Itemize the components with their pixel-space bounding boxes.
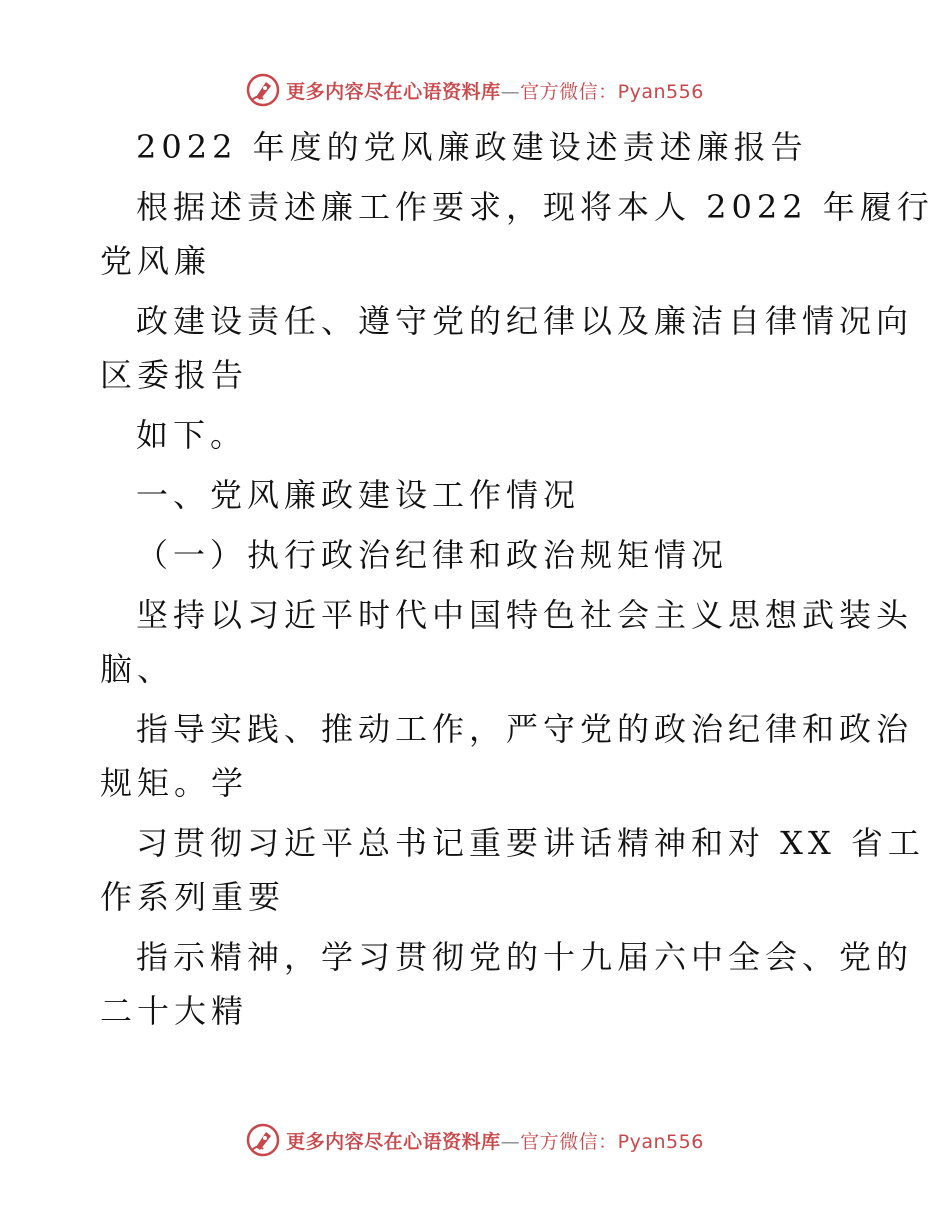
paragraph-line: 作系列重要 <box>100 878 286 916</box>
document-title: 2022 年度的党风廉政建设述责述廉报告 <box>136 128 808 166</box>
banner-separator: — <box>500 80 521 103</box>
footer-banner-content <box>246 1123 704 1157</box>
paragraph-line: 党风廉 <box>100 242 212 280</box>
paragraph-line: 脑、 <box>100 650 175 688</box>
paragraph-line: 指导实践、推动工作，严守党的政治纪律和政治 <box>136 710 914 748</box>
paragraph-line: 二十大精 <box>100 992 249 1030</box>
pen-nib-logo-icon <box>246 1123 280 1157</box>
paragraph-line: 习贯彻习近平总书记重要讲话精神和对 XX 省工 <box>136 824 925 862</box>
paragraph-line: 根据述责述廉工作要求，现将本人 2022 年履行 <box>136 188 934 226</box>
pen-nib-logo-icon <box>246 73 280 107</box>
section-heading: 一、党风廉政建设工作情况 <box>136 476 581 514</box>
paragraph-line: 指示精神，学习贯彻党的十九届六中全会、党的 <box>136 938 914 976</box>
paragraph-line: 规矩。学 <box>100 764 249 802</box>
banner-wechat: 官方微信：Pyan556 <box>520 1130 704 1153</box>
header-banner-text <box>286 77 704 104</box>
paragraph-line: 区委报告 <box>100 356 249 394</box>
banner-site-name: 更多内容尽在心语资料库 <box>286 1130 501 1153</box>
paragraph-line: 如下。 <box>136 416 248 454</box>
banner-wechat: 官方微信：Pyan556 <box>520 80 704 103</box>
header-banner-content <box>246 73 704 107</box>
footer-banner-text <box>286 1127 704 1154</box>
header-banner <box>0 70 950 110</box>
banner-site-name: 更多内容尽在心语资料库 <box>286 80 501 103</box>
paragraph-line: 坚持以习近平时代中国特色社会主义思想武装头 <box>136 596 914 634</box>
document-body <box>100 120 934 1038</box>
banner-separator: — <box>500 1130 521 1153</box>
subsection-heading: （一）执行政治纪律和政治规矩情况 <box>136 536 729 574</box>
paragraph-line: 政建设责任、遵守党的纪律以及廉洁自律情况向 <box>136 302 914 340</box>
footer-banner <box>0 1120 950 1160</box>
